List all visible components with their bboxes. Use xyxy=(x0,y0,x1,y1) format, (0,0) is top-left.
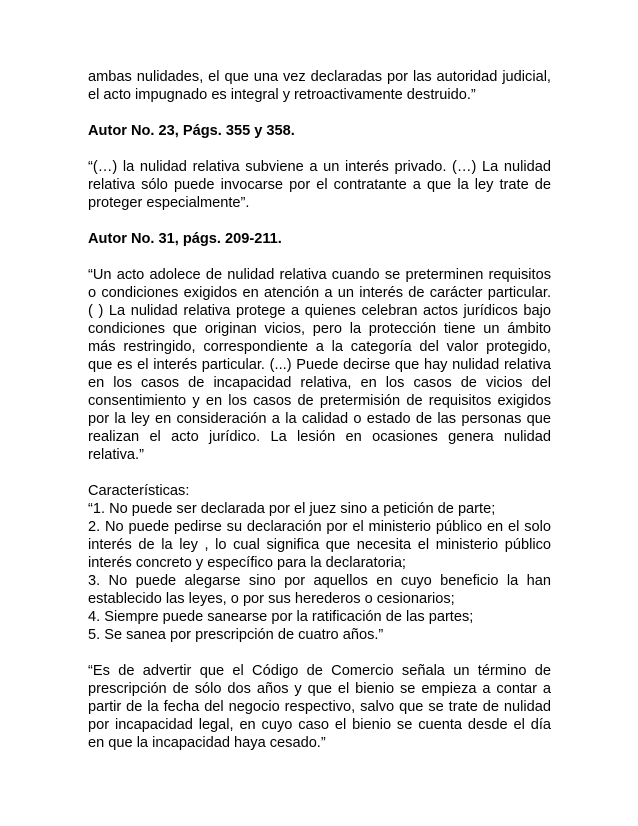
list-item: 5. Se sanea por prescripción de cuatro años.” xyxy=(88,627,384,643)
text-line: ( ) La nulidad relativa protege a quienes celebran actos jurídicos bajo xyxy=(88,303,551,319)
document-page xyxy=(88,68,551,770)
text-line: ambas nulidades, el que una vez declaradas por las autoridad judicial, xyxy=(88,69,551,85)
intro-paragraph xyxy=(88,68,551,104)
text-line: condiciones que originan vicios, pero la protección tiene un ámbito xyxy=(88,321,551,337)
list-item: 3. No puede alegarse sino por aquellos en cuyo beneficio la han xyxy=(88,573,551,589)
quote-paragraph-1 xyxy=(88,158,551,212)
text-line: consentimiento y en los casos de pretermisión de requisitos exigidos xyxy=(88,393,551,409)
list-item: establecido las leyes, o por sus herederos o cesionarios; xyxy=(88,591,455,607)
characteristics-heading: Características: xyxy=(88,483,190,499)
quote-paragraph-3 xyxy=(88,662,551,752)
text-line: realizan el acto jurídico. La lesión en ocasiones genera nulidad xyxy=(88,429,551,445)
text-line: relativa sólo puede invocarse por el contratante a que la ley trate de xyxy=(88,177,551,193)
list-item: 4. Siempre puede sanearse por la ratificación de las partes; xyxy=(88,609,474,625)
characteristics-list xyxy=(88,482,551,644)
text-line: o condiciones exigidos en atención a un interés de carácter particular. xyxy=(88,285,551,301)
text-line: proteger especialmente”. xyxy=(88,195,250,211)
list-item: interés de la ley , lo cual significa que necesita el ministerio público xyxy=(88,537,551,553)
text-line: el acto impugnado es integral y retroactivamente destruido.” xyxy=(88,87,476,103)
text-line: “(…) la nulidad relativa subviene a un interés privado. (…) La nulidad xyxy=(88,159,551,175)
text-line: prescripción de sólo dos años y que el bienio se empieza a contar a xyxy=(88,681,551,697)
text-line: por la ley en consideración a la calidad o estado de las personas que xyxy=(88,411,551,427)
text-line: en los casos de incapacidad relativa, en los casos de vicios del xyxy=(88,375,551,391)
author-citation-1: Autor No. 23, Págs. 355 y 358. xyxy=(88,123,295,139)
text-line: relativa.” xyxy=(88,447,144,463)
text-line: partir de la fecha del negocio respectivo, salvo que se trate de nulidad xyxy=(88,699,551,715)
text-line: por incapacidad legal, en cuyo caso el bienio se cuenta desde el día xyxy=(88,717,551,733)
list-item: 2. No puede pedirse su declaración por el ministerio público en el solo xyxy=(88,519,551,535)
text-line: “Un acto adolece de nulidad relativa cuando se preterminen requisitos xyxy=(88,267,551,283)
quote-paragraph-2 xyxy=(88,266,551,464)
list-item: interés concreto y específico para la declaratoria; xyxy=(88,555,406,571)
text-line: en que la incapacidad haya cesado.” xyxy=(88,735,326,751)
list-item: “1. No puede ser declarada por el juez sino a petición de parte; xyxy=(88,501,496,517)
text-line: que es el interés particular. (...) Puede decirse que hay nulidad relativa xyxy=(88,357,551,373)
text-line: “Es de advertir que el Código de Comercio señala un término de xyxy=(88,663,551,679)
author-citation-2: Autor No. 31, págs. 209-211. xyxy=(88,231,282,247)
text-line: más restringido, correspondiente a la categoría del valor protegido, xyxy=(88,339,551,355)
